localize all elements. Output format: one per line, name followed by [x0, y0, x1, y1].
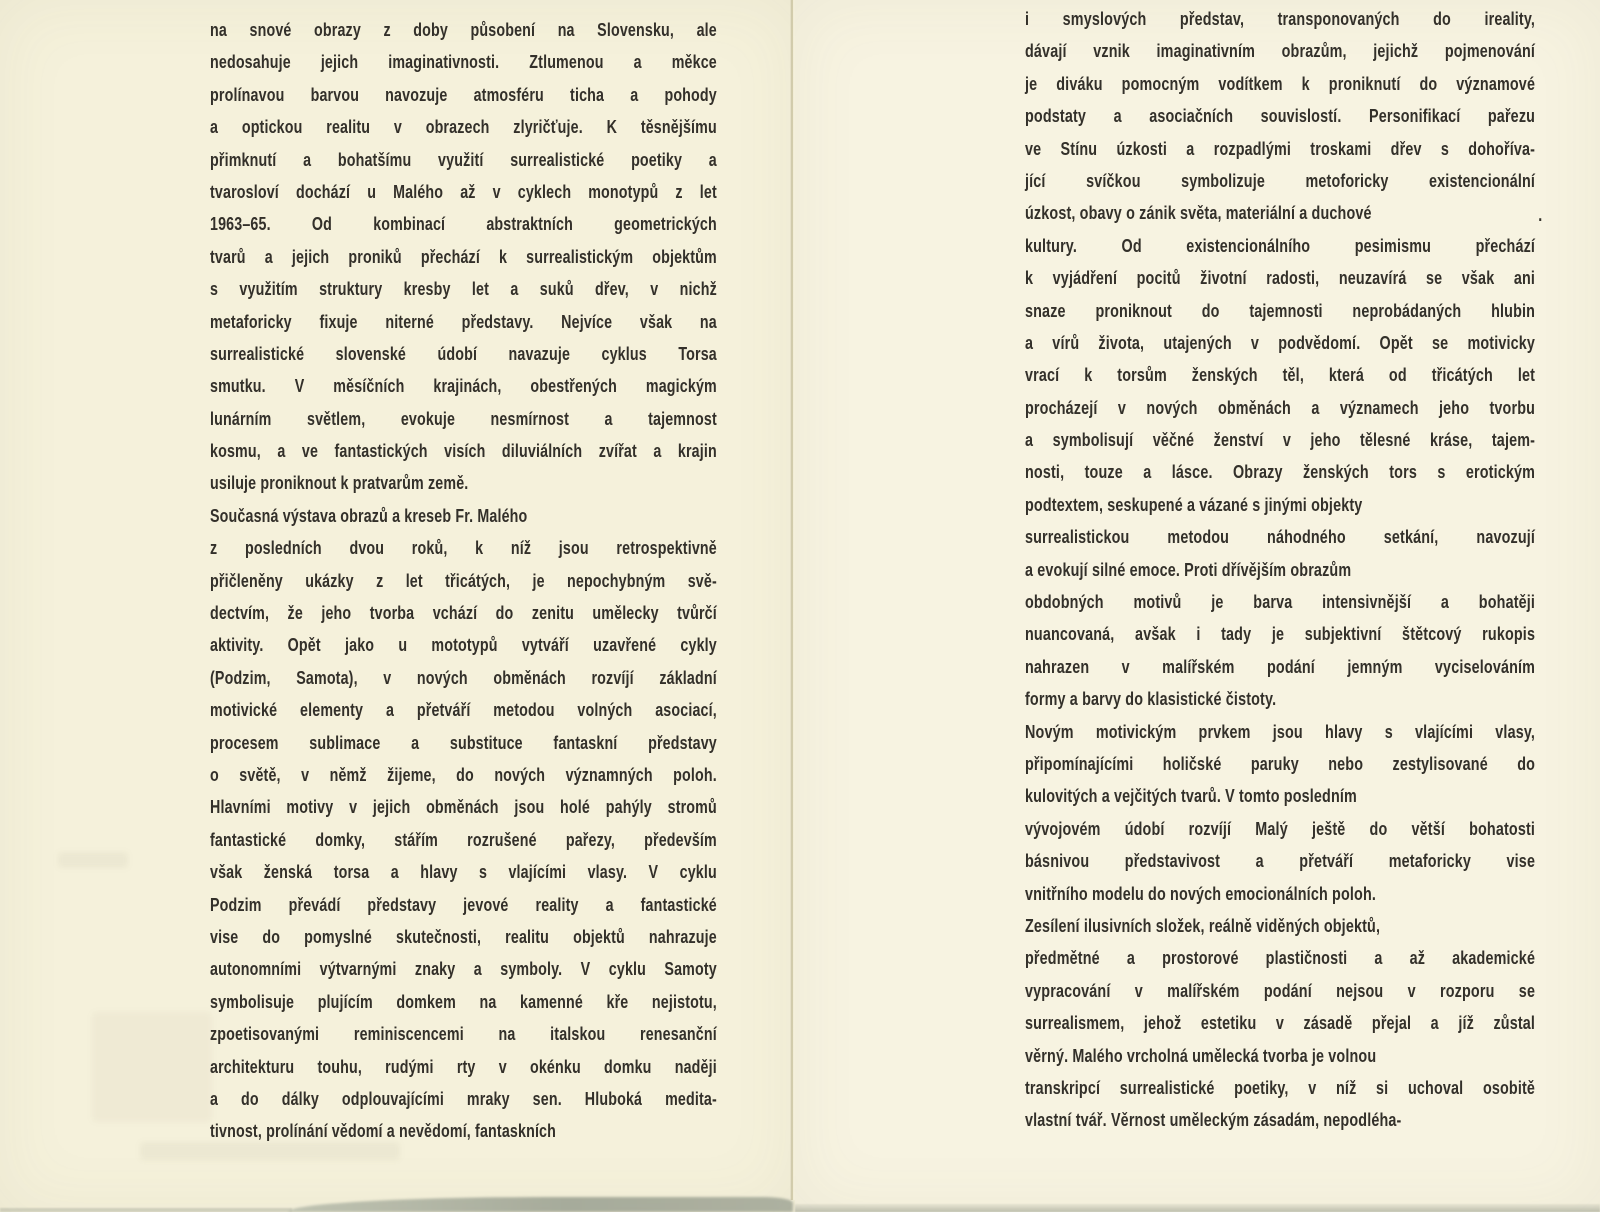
text-line: podtextem, seskupené a vázané s jinými objekty: [1025, 494, 1363, 515]
text-line: připomínajícími holičské paruky nebo zestylisované do: [1025, 753, 1536, 774]
text-line: vrací k torsům ženských těl, která od třicátých let: [1025, 365, 1536, 386]
text-line: Zesílení ilusivních složek, reálně viděných objektů,: [1025, 915, 1381, 936]
text-line: fantastické domky, stářím rozrušené pařezy, především: [210, 829, 717, 850]
text-line: surrealistické slovenské údobí navazuje cyklus Torsa: [210, 343, 717, 364]
text-line: nosti, touze a lásce. Obrazy ženských tors s erotickým: [1025, 462, 1536, 483]
text-line: kulovitých a vejčitých tvarů. V tomto posledním: [1025, 786, 1357, 807]
text-line: zpoetisovanými reminiscencemi na italskou renesanční: [210, 1024, 717, 1045]
text-line: symbolisuje plujícím domkem na kamenné kře nejistotu,: [210, 991, 717, 1012]
text-line: přimknutí a bohatšímu využití surrealistické poetiky a: [210, 149, 717, 170]
page-bottom-edge-shadow: [795, 1204, 1600, 1212]
text-line: tvarů a jejich proniků přechází k surrealistickým objektům: [210, 246, 717, 267]
text-line: (Podzim, Samota), v nových obměnách rozvíjí základní: [210, 667, 717, 688]
text-line: přičleněny ukázky z let třicátých, je nepochybným svě-: [210, 570, 717, 591]
text-line: snaze proniknout do tajemnosti neprobádaných hlubin: [1025, 300, 1536, 321]
text-line: Hlavními motivy v jejich obměnách jsou holé pahýly stromů: [210, 797, 717, 818]
text-line: podstaty a asociačních souvislostí. Personifikací pařezu: [1025, 106, 1536, 127]
text-line: prolínavou barvou navozuje atmosféru ticha a pohody: [210, 84, 717, 105]
text-line: o světě, v němž žijeme, do nových významných poloh.: [210, 764, 717, 785]
text-line: a evokují silné emoce. Proti dřívějším obrazům: [1025, 559, 1352, 580]
text-line: smutku. V měsíčních krajinách, obestřených magickým: [210, 376, 717, 397]
text-line: autonomními výtvarnými znaky a symboly. V cyklu Samoty: [210, 959, 717, 980]
text-line: nedosahuje jejich imaginativnosti. Ztlumenou a měkce: [210, 52, 717, 73]
text-line: Novým motivickým prvkem jsou hlavy s vlajícími vlasy,: [1025, 721, 1536, 742]
text-line: ve Stínu úzkosti a rozpadlými troskami dřev s dohoříva-: [1025, 138, 1536, 159]
text-line: nahrazen v malířském podání jemným vyciselováním: [1025, 656, 1536, 677]
text-line: vise do pomyslné skutečnosti, realitu objektů nahrazuje: [210, 926, 717, 947]
text-line: na snové obrazy z doby působení na Slovensku, ale: [210, 20, 717, 40]
text-line: kosmu, a ve fantastických visích diluviálních zvířat a krajin: [210, 441, 717, 462]
page-bottom-edge-shadow: [0, 1208, 292, 1212]
left-page-text: [210, 14, 717, 1148]
text-line: i smyslových představ, transponovaných do ireality,: [1025, 9, 1536, 29]
text-line: Současná výstava obrazů a kreseb Fr. Malého: [210, 505, 528, 526]
text-line: a optickou realitu v obrazech zlyričťuje. K těsnějšímu: [210, 117, 717, 138]
text-line: kultury. Od existencionálního pesimismu přechází: [1025, 235, 1536, 256]
text-line: Podzim převádí představy jevové reality a fantastické: [210, 894, 717, 915]
text-line: motivické elementy a přetváří metodou volných asociací,: [210, 700, 717, 721]
text-line: lunárním světlem, evokuje nesmírnost a tajemnost: [210, 408, 717, 429]
text-line: tvarosloví dochází u Malého až v cyklech monotypů z let: [210, 181, 717, 202]
text-line: k vyjádření pocitů životní radosti, neuzavírá se však ani: [1025, 268, 1536, 289]
text-line: věrný. Malého vrcholná umělecká tvorba je volnou: [1025, 1045, 1377, 1066]
text-line: architekturu touhu, rudými rty v okénku domku naději: [210, 1056, 717, 1077]
text-line: dávají vznik imaginativním obrazům, jejichž pojmenování: [1025, 41, 1536, 62]
text-line: úzkost, obavy o zánik světa, materiální a duchové: [1025, 203, 1372, 224]
text-line: je diváku pomocným vodítkem k proniknutí do významové: [1025, 73, 1536, 94]
text-line: z posledních dvou roků, k níž jsou retrospektivně: [210, 538, 717, 559]
text-line: dectvím, že jeho tvorba vchází do zenitu umělecky tvůrčí: [210, 603, 717, 624]
text-line: vnitřního modelu do nových emocionálních poloh.: [1025, 883, 1377, 904]
text-line: jící svíčkou symbolizuje metoforicky existencionální: [1025, 170, 1536, 191]
text-line: vypracování v malířském podání nejsou v rozporu se: [1025, 980, 1536, 1001]
text-line: básnivou představivost a přetváří metaforicky vise: [1025, 851, 1536, 872]
text-line: nuancovaná, avšak i tady je subjektivní štětcový rukopis: [1025, 624, 1536, 645]
text-line: surrealistickou metodou náhodného setkání, navozují: [1025, 527, 1536, 548]
text-line: a symbolisují věčné ženství v jeho tělesné kráse, tajem-: [1025, 430, 1536, 451]
right-page-text: [1025, 3, 1543, 1137]
text-line: surrealismem, jehož estetiku v zásadě přejal a jíž zůstal: [1025, 1013, 1536, 1034]
text-line: obdobných motivů je barva intensivnější a bohatěji: [1025, 592, 1536, 613]
text-line: vlastní tvář. Věrnost uměleckým zásadám, nepodléha-: [1025, 1110, 1402, 1131]
stray-ink-dot: .: [1538, 205, 1543, 225]
text-line: tivnost, prolínání vědomí a nevědomí, fantaskních: [210, 1121, 557, 1142]
text-line: však ženská torsa a hlavy s vlajícími vlasy. V cyklu: [210, 862, 717, 883]
text-line: 1963–65. Od kombinací abstraktních geometrických: [210, 214, 717, 235]
text-line: vývojovém údobí rozvíjí Malý ještě do větší bohatosti: [1025, 818, 1536, 839]
text-line: usiluje proniknout k pratvarům země.: [210, 473, 469, 494]
text-line: s využitím struktury kresby let a suků dřev, v nichž: [210, 279, 717, 300]
text-line: procesem sublimace a substituce fantaskní představy: [210, 732, 717, 753]
text-line: transkripcí surrealistické poetiky, v níž si uchoval osobitě: [1025, 1077, 1536, 1098]
text-line: formy a barvy do klasistické čistoty.: [1025, 689, 1277, 710]
text-line: procházejí v nových obměnách a významech jeho tvorbu: [1025, 397, 1536, 418]
text-line: a vírů života, utajených v podvědomí. Opět se motivicky: [1025, 332, 1536, 353]
page-gutter: [790, 0, 795, 1200]
text-line: předmětné a prostorové plastičnosti a až akademické: [1025, 948, 1536, 969]
text-line: metaforicky fixuje niterné představy. Nejvíce však na: [210, 311, 717, 332]
text-line: a do dálky odplouvajícími mraky sen. Hluboká medita-: [210, 1088, 717, 1109]
text-line: aktivity. Opět jako u mototypů vytváří uzavřené cykly: [210, 635, 717, 656]
